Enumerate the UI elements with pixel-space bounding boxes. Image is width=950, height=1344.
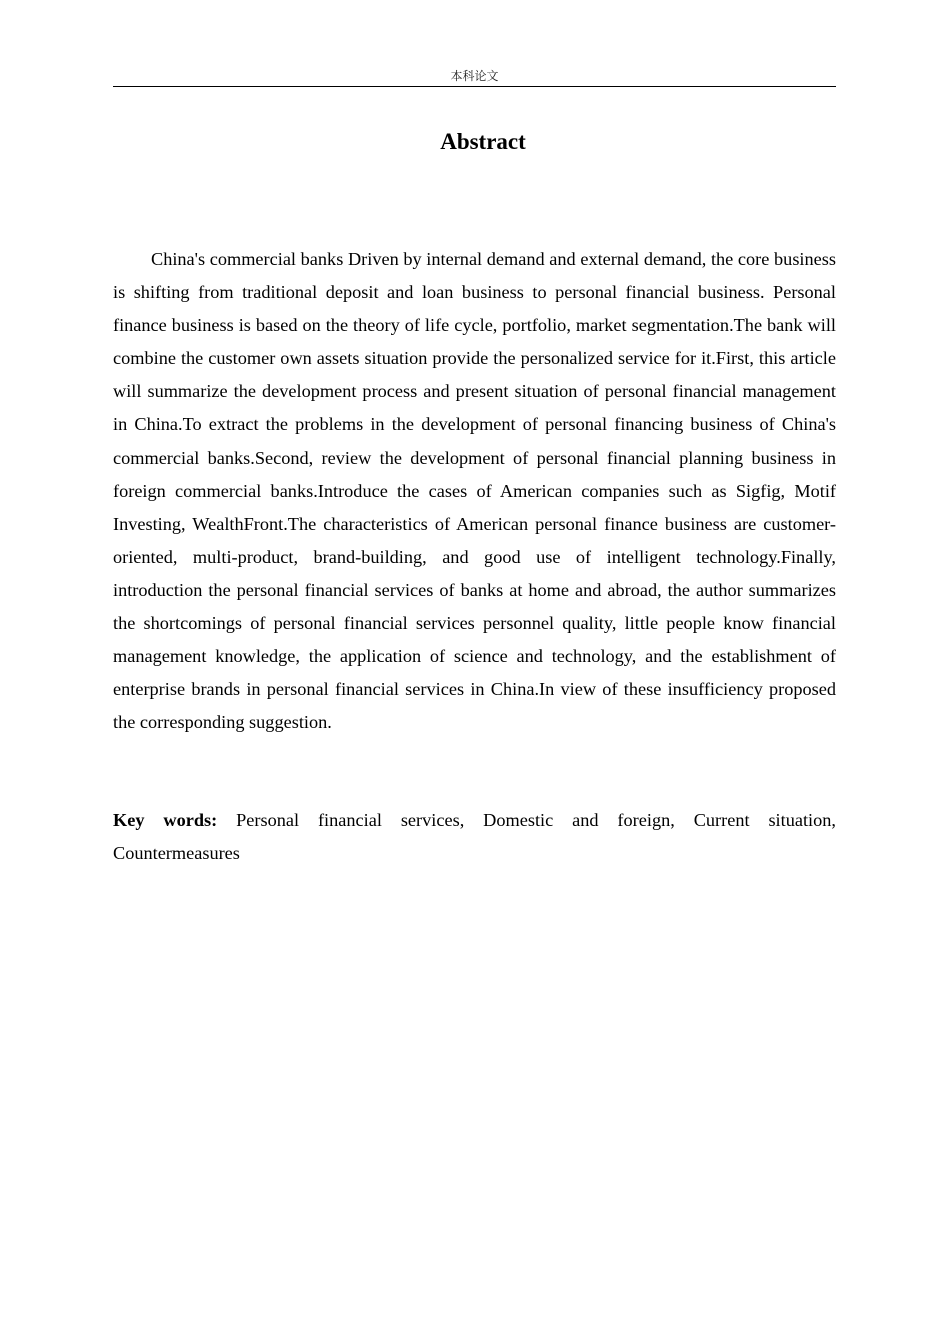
keywords-line <box>113 804 836 870</box>
keywords-text: Personal financial services, Domestic and foreign, Current situation, Countermeasures <box>113 810 836 864</box>
keywords-label: Key words: <box>113 810 218 830</box>
running-header: 本科论文 <box>450 69 499 83</box>
abstract-paragraph: China's commercial banks Driven by internal demand and external demand, the core business is shifting from traditional deposit and loan business to personal financial business. Personal finance business is based on the theory of life cycle, portfolio, market segmentation.The bank will combine the customer own assets situation provide the personalized service for it.First, this article will summarize the development process and present situation of personal financial management in China.To extract the problems in the development of personal financing business of China's commercial banks.Second, review the development of personal financial planning business in foreign commercial banks.Introduce the cases of American companies such as Sigfig, Motif Investing, WealthFront.The characteristics of American personal finance business are customer-oriented, multi-product, brand-building, and good use of intelligent technology.Finally, introduction the personal financial services of banks at home and abroad, the author summarizes the shortcomings of personal financial services personnel quality, little people know financial management knowledge, the application of science and technology, and the establishment of enterprise brands in personal financial services in China.In view of these insufficiency proposed the corresponding suggestion. <box>113 249 836 733</box>
abstract-title: Abstract <box>440 129 526 154</box>
header-divider <box>113 86 836 87</box>
